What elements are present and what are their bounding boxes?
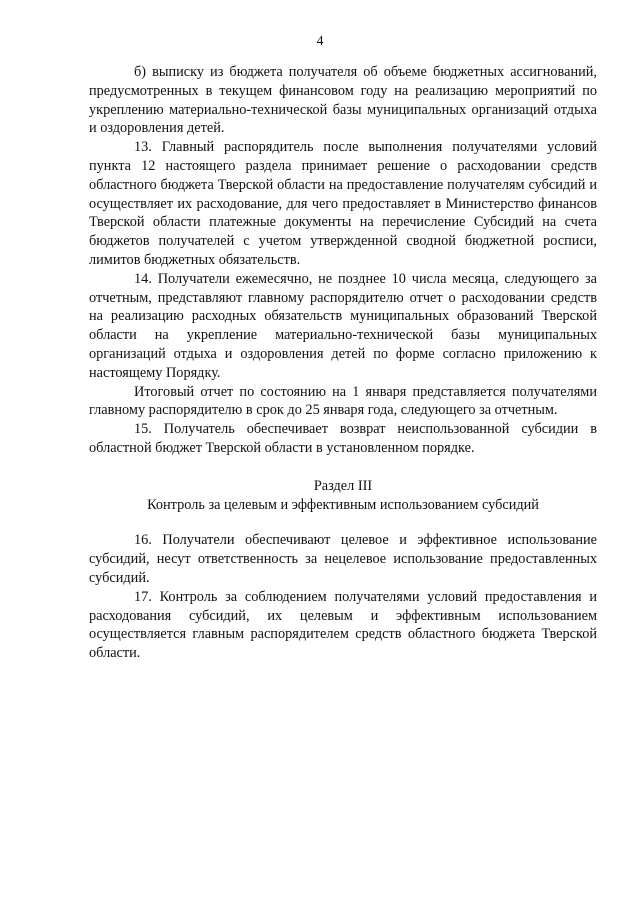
- document-body: [89, 63, 597, 663]
- paragraph-final-report: Итоговый отчет по состоянию на 1 января представляется получателями главному распорядителю в срок до 25 января года, следующего за отчетным.: [89, 383, 597, 419]
- paragraph-15: 15. Получатель обеспечивает возврат неиспользованной субсидии в областной бюджет Тверской области в установленном порядке.: [89, 421, 597, 456]
- section-number: Раздел III: [313, 477, 373, 494]
- paragraph-b-budget-extract: б) выписку из бюджета получателя об объеме бюджетных ассигнований, предусмотренных в текущем финансовом году на реализацию мероприятий по укреплению материально-технической базы муниципальных организаций отдыха и оздоровления детей.: [89, 64, 597, 137]
- paragraph-17: 17. Контроль за соблюдением получателями условий предоставления и расходования субсидий, их целевым и эффективным использованием осуществляется главным распорядителем средств областного бюджета Тверской области.: [89, 588, 597, 662]
- page-number: 4: [316, 34, 324, 49]
- section-title: Контроль за целевым и эффективным использованием субсидий: [147, 496, 539, 513]
- paragraph-16: 16. Получатели обеспечивают целевое и эффективное использование субсидий, несут ответственность за нецелевое использование предоставленных субсидий.: [89, 532, 597, 586]
- paragraph-13: 13. Главный распорядитель после выполнения получателями условий пункта 12 настоящего раздела принимает решение о расходовании средств областного бюджета Тверской области на предоставление получателям субсидий и осуществляет их расходование, для чего предоставляет в Министерство финансов Тверской области платежные документы на перечисление Субсидий на счета бюджетов получателей с учетом утвержденной сводной бюджетной росписи, лимитов бюджетных обязательств.: [89, 139, 597, 268]
- paragraph-14: 14. Получатели ежемесячно, не позднее 10 числа месяца, следующего за отчетным, представляют главному распорядителю отчет о расходовании средств на реализацию расходных обязательств муниципальных образований Тверской области на укрепление материально-технической базы муниципальных организаций отдыха и оздоровления детей по форме согласно приложению к настоящему Порядку.: [89, 270, 597, 381]
